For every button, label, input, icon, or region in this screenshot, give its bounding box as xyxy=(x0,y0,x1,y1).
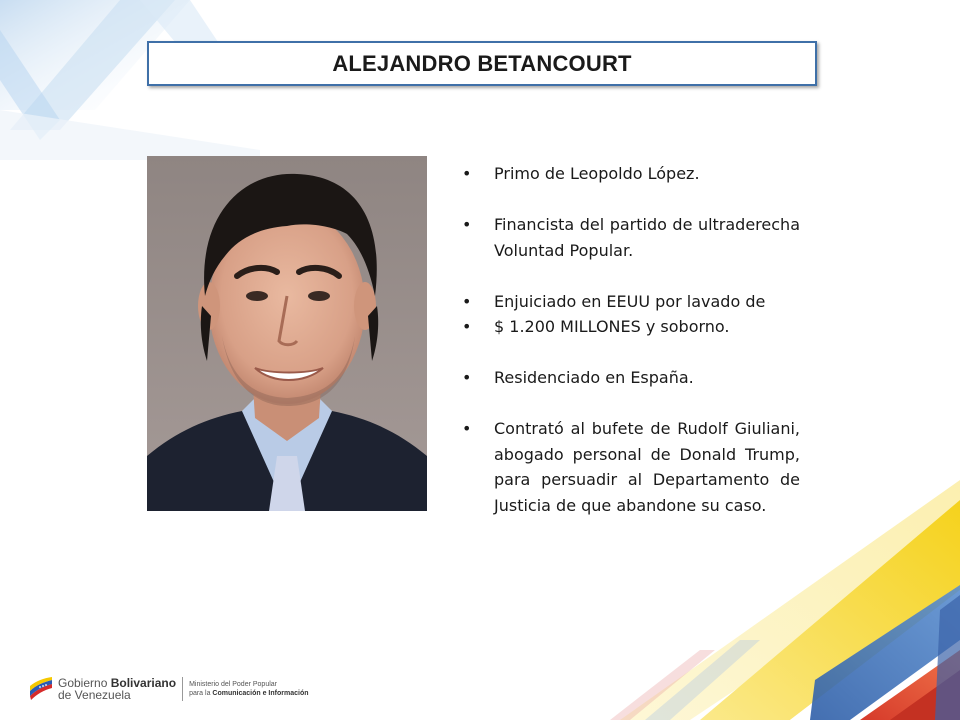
ministry-line2-bold: Comunicación e Información xyxy=(212,690,309,697)
footer-divider xyxy=(182,677,183,701)
bullet-text: Enjuiciado en EEUU por lavado de xyxy=(494,291,766,311)
gov-bold: Bolivariano xyxy=(110,676,177,690)
bullet-marker: • xyxy=(462,419,472,438)
bullet-text: Financista del partido de ultraderecha Voluntad Popular. xyxy=(494,215,800,260)
bullet-marker: • xyxy=(462,215,472,234)
ministry-line2-prefix: para la xyxy=(189,690,213,697)
slide-title: ALEJANDRO BETANCOURT xyxy=(332,50,632,76)
bullet-text: Primo de Leopoldo López. xyxy=(494,164,700,183)
bullet-marker: • xyxy=(462,164,472,183)
government-wordmark xyxy=(58,677,176,701)
list-item xyxy=(462,161,800,187)
bullet-text: $ 1.200 MILLONES y soborno. xyxy=(494,317,730,336)
bullet-text: Contrató al bufete de Rudolf Giuliani, abogado personal de Donald Trump, para persuadir al Departamento de Justicia de que abandone su caso. xyxy=(494,419,800,515)
list-item xyxy=(462,314,800,340)
bullet-marker: • xyxy=(462,317,472,336)
bullet-marker: • xyxy=(462,368,472,387)
gov-line2: de Venezuela xyxy=(58,688,131,702)
portrait-illustration xyxy=(147,156,427,511)
venezuela-flag-icon xyxy=(28,676,54,702)
bullet-marker: • xyxy=(462,291,472,311)
portrait-photo xyxy=(147,156,427,511)
list-item xyxy=(462,365,800,391)
ministry-wordmark xyxy=(189,680,308,698)
ministry-line1: Ministerio del Poder Popular xyxy=(189,681,277,688)
list-item xyxy=(462,212,800,263)
title-box xyxy=(147,41,817,86)
bullet-list xyxy=(462,161,800,518)
bullet-text: Residenciado en España. xyxy=(494,368,694,387)
list-item xyxy=(462,416,800,518)
gov-prefix: Gobierno xyxy=(58,676,111,690)
footer-logo xyxy=(28,672,309,706)
list-item xyxy=(462,289,800,315)
